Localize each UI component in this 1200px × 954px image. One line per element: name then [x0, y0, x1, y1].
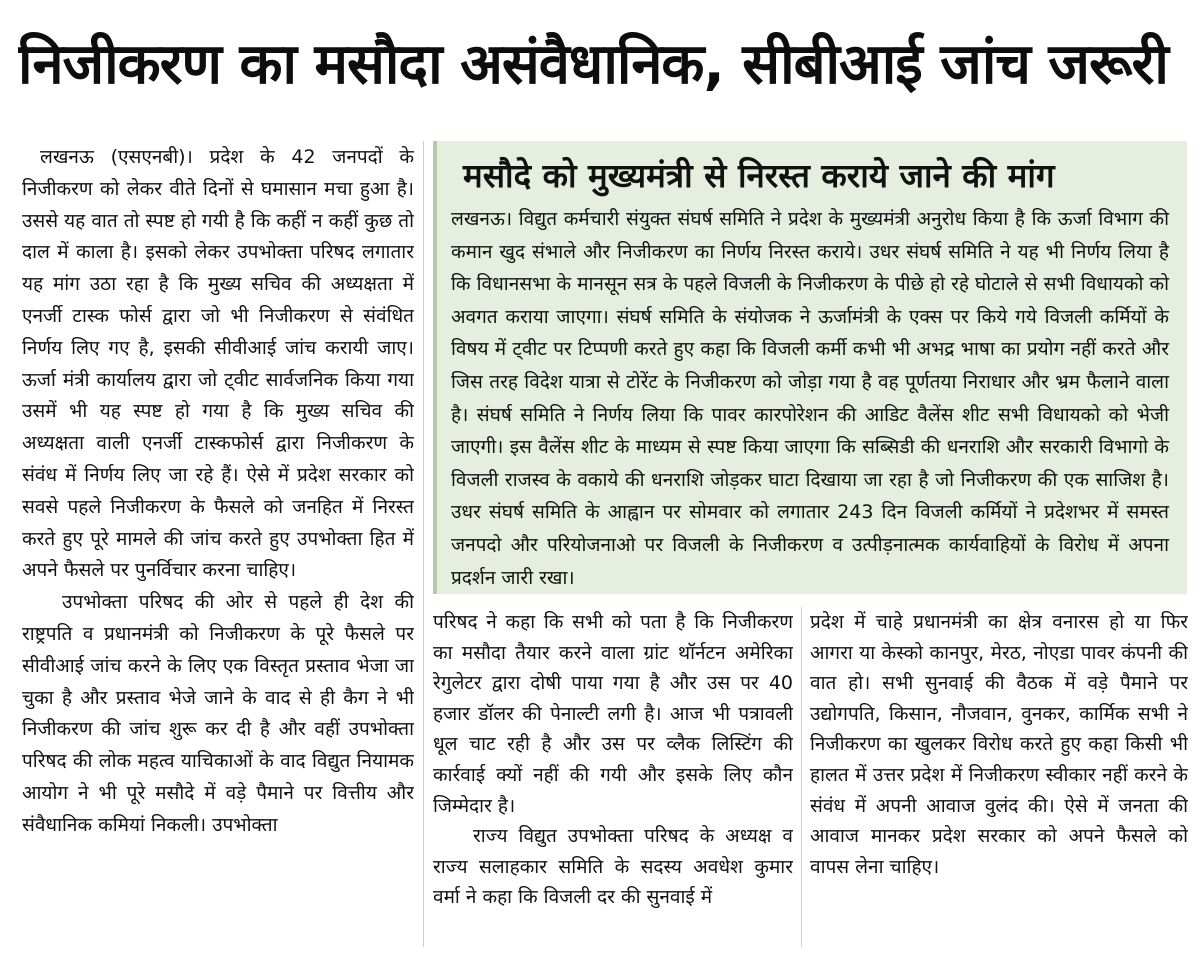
box-body: लखनऊ। विद्युत कर्मचारी संयुक्त संघर्ष समिति ने प्रदेश के मुख्यमंत्री अनुरोध किया है कि ऊर्जा विभाग की कमान खुद संभाले और निजीकरण का निर्णय निरस्त कराये। उधर संघर्ष समिति ने यह भी निर्णय लिया है कि विधानसभा के मानसून सत्र के पहले विजली के निजीकरण के पीछे हो रहे घोटाले से सभी विधायको को अवगत कराया जाएगा। संघर्ष समिति के संयोजक ने ऊर्जामंत्री के एक्स पर किये गये विजली कर्मियों के विषय में ट्वीट पर टिप्पणी करते हुए कहा कि विजली कर्मी कभी भी अभद्र भाषा का प्रयोग नहीं करते और जिस तरह विदेश यात्रा से टोरेंट के निजीकरण को जोड़ा गया है वह पूर्णतया निराधार और भ्रम फैलाने वाला है। संघर्ष समिति ने निर्णय लिया कि पावर कारपोरेशन की आडिट वैलेंस शीट सभी विधायको को भेजी जाएगी। इस वैलेंस शीट के माध्यम से स्पष्ट किया जाएगा कि सब्सिडी की धनराशि और सरकारी विभागो के विजली राजस्व के वकाये की धनराशि जोड़कर घाटा दिखाया जा रहा है जो निजीकरण की एक साजिश है। उधर संघर्ष समिति के आह्वान पर सोमवार को लगातार 243 दिन विजली कर्मियों ने प्रदेशभर में समस्त जनपदो और परियोजनाओ पर विजली के निजीकरण व उत्पीड़नात्मक कार्यवाहियों के विरोध में अपना प्रदर्शन जारी रखा। [451, 208, 1169, 589]
right-column [810, 607, 1188, 947]
headline: निजीकरण का मसौदा असंवैधानिक, सीबीआई जांच जरूरी [18, 32, 1168, 97]
column-divider-left [423, 141, 424, 947]
left-paragraph-2: उपभोक्ता परिषद की ओर से पहले ही देश की राष्ट्रपति व प्रधानमंत्री को निजीकरण के पूरे फैसले पर सीवीआई जांच करने के लिए एक विस्तृत प्रस्ताव भेजा जा चुका है और प्रस्ताव भेजे जाने के वाद से ही कैग ने भी निजीकरण की जांच शुरू कर दी है और वहीं उपभोक्ता परिषद की लोक महत्व याचिकाओं के वाद विद्युत नियामक आयोग ने भी पूरे मसौदे में वड़े पैमाने पर वित्तीय और संवैधानिक कमियां निकली। उपभोक्ता [22, 591, 414, 836]
sidebar-box [433, 141, 1187, 594]
middle-paragraph-1: परिषद ने कहा कि सभी को पता है कि निजीकरण का मसौदा तैयार करने वाला ग्रांट थॉर्नटन अमेरिका रेगुलेटर द्वारा दोषी पाया गया है और उस पर 40 हजार डॉलर की पेनाल्टी लगी है। आज भी पत्रावली धूल चाट रही है और उस पर व्लैक लिस्टिंग की कार्रवाई क्यों नहीं की गयी और इसके लिए कौन जिम्मेदार है। [433, 611, 793, 817]
column-divider-right [801, 607, 802, 947]
middle-column [433, 607, 793, 947]
right-paragraph-1: प्रदेश में चाहे प्रधानमंत्री का क्षेत्र वनारस हो या फिर आगरा या केस्को कानपुर, मेरठ, नोएडा पावर कंपनी की वात हो। सभी सुनवाई की वैठक में वड़े पैमाने पर उद्योगपति, किसान, नौजवान, वुनकर, कार्मिक सभी ने निजीकरण का खुलकर विरोध करते हुए कहा किसी भी हालत में उत्तर प्रदेश में निजीकरण स्वीकार नहीं करने के संवंध में अपनी आवाज वुलंद की। ऐसे में जनता की आवाज मानकर प्रदेश सरकार को अपने फैसले को वापस लेना चाहिए। [810, 611, 1188, 878]
middle-paragraph-2: राज्य विद्युत उपभोक्ता परिषद के अध्यक्ष व राज्य सलाहकार समिति के सदस्य अवधेश कुमार वर्मा ने कहा कि विजली दर की सुनवाई में [433, 825, 793, 909]
left-column [22, 142, 414, 942]
box-title: मसौदे को मुख्यमंत्री से निरस्त कराये जाने की मांग [463, 156, 1055, 195]
left-paragraph-1: लखनऊ (एसएनबी)। प्रदेश के 42 जनपदों के निजीकरण को लेकर वीते दिनों से घमासान मचा हुआ है। उससे यह वात तो स्पष्ट हो गयी है कि कहीं न कहीं कुछ तो दाल में काला है। इसको लेकर उपभोक्ता परिषद लगातार यह मांग उठा रहा है कि मुख्य सचिव की अध्यक्षता में एनर्जी टास्क फोर्स द्वारा जो भी निजीकरण से संवंधित निर्णय लिए गए है, इसकी सीवीआई जांच करायी जाए। ऊर्जा मंत्री कार्यालय द्वारा जो ट्वीट सार्वजनिक किया गया उसमें भी यह स्पष्ट हो गया है कि मुख्य सचिव की अध्यक्षता वाली एनर्जी टास्कफोर्स द्वारा निजीकरण के संवंध में निर्णय लिए जा रहे हैं। ऐसे में प्रदेश सरकार को सवसे पहले निजीकरण के फैसले को जनहित में निरस्त करते हुए पूरे मामले की जांच करते हुए उपभोक्ता हित में अपने फैसले पर पुनर्विचार करना चाहिए। [22, 146, 414, 582]
